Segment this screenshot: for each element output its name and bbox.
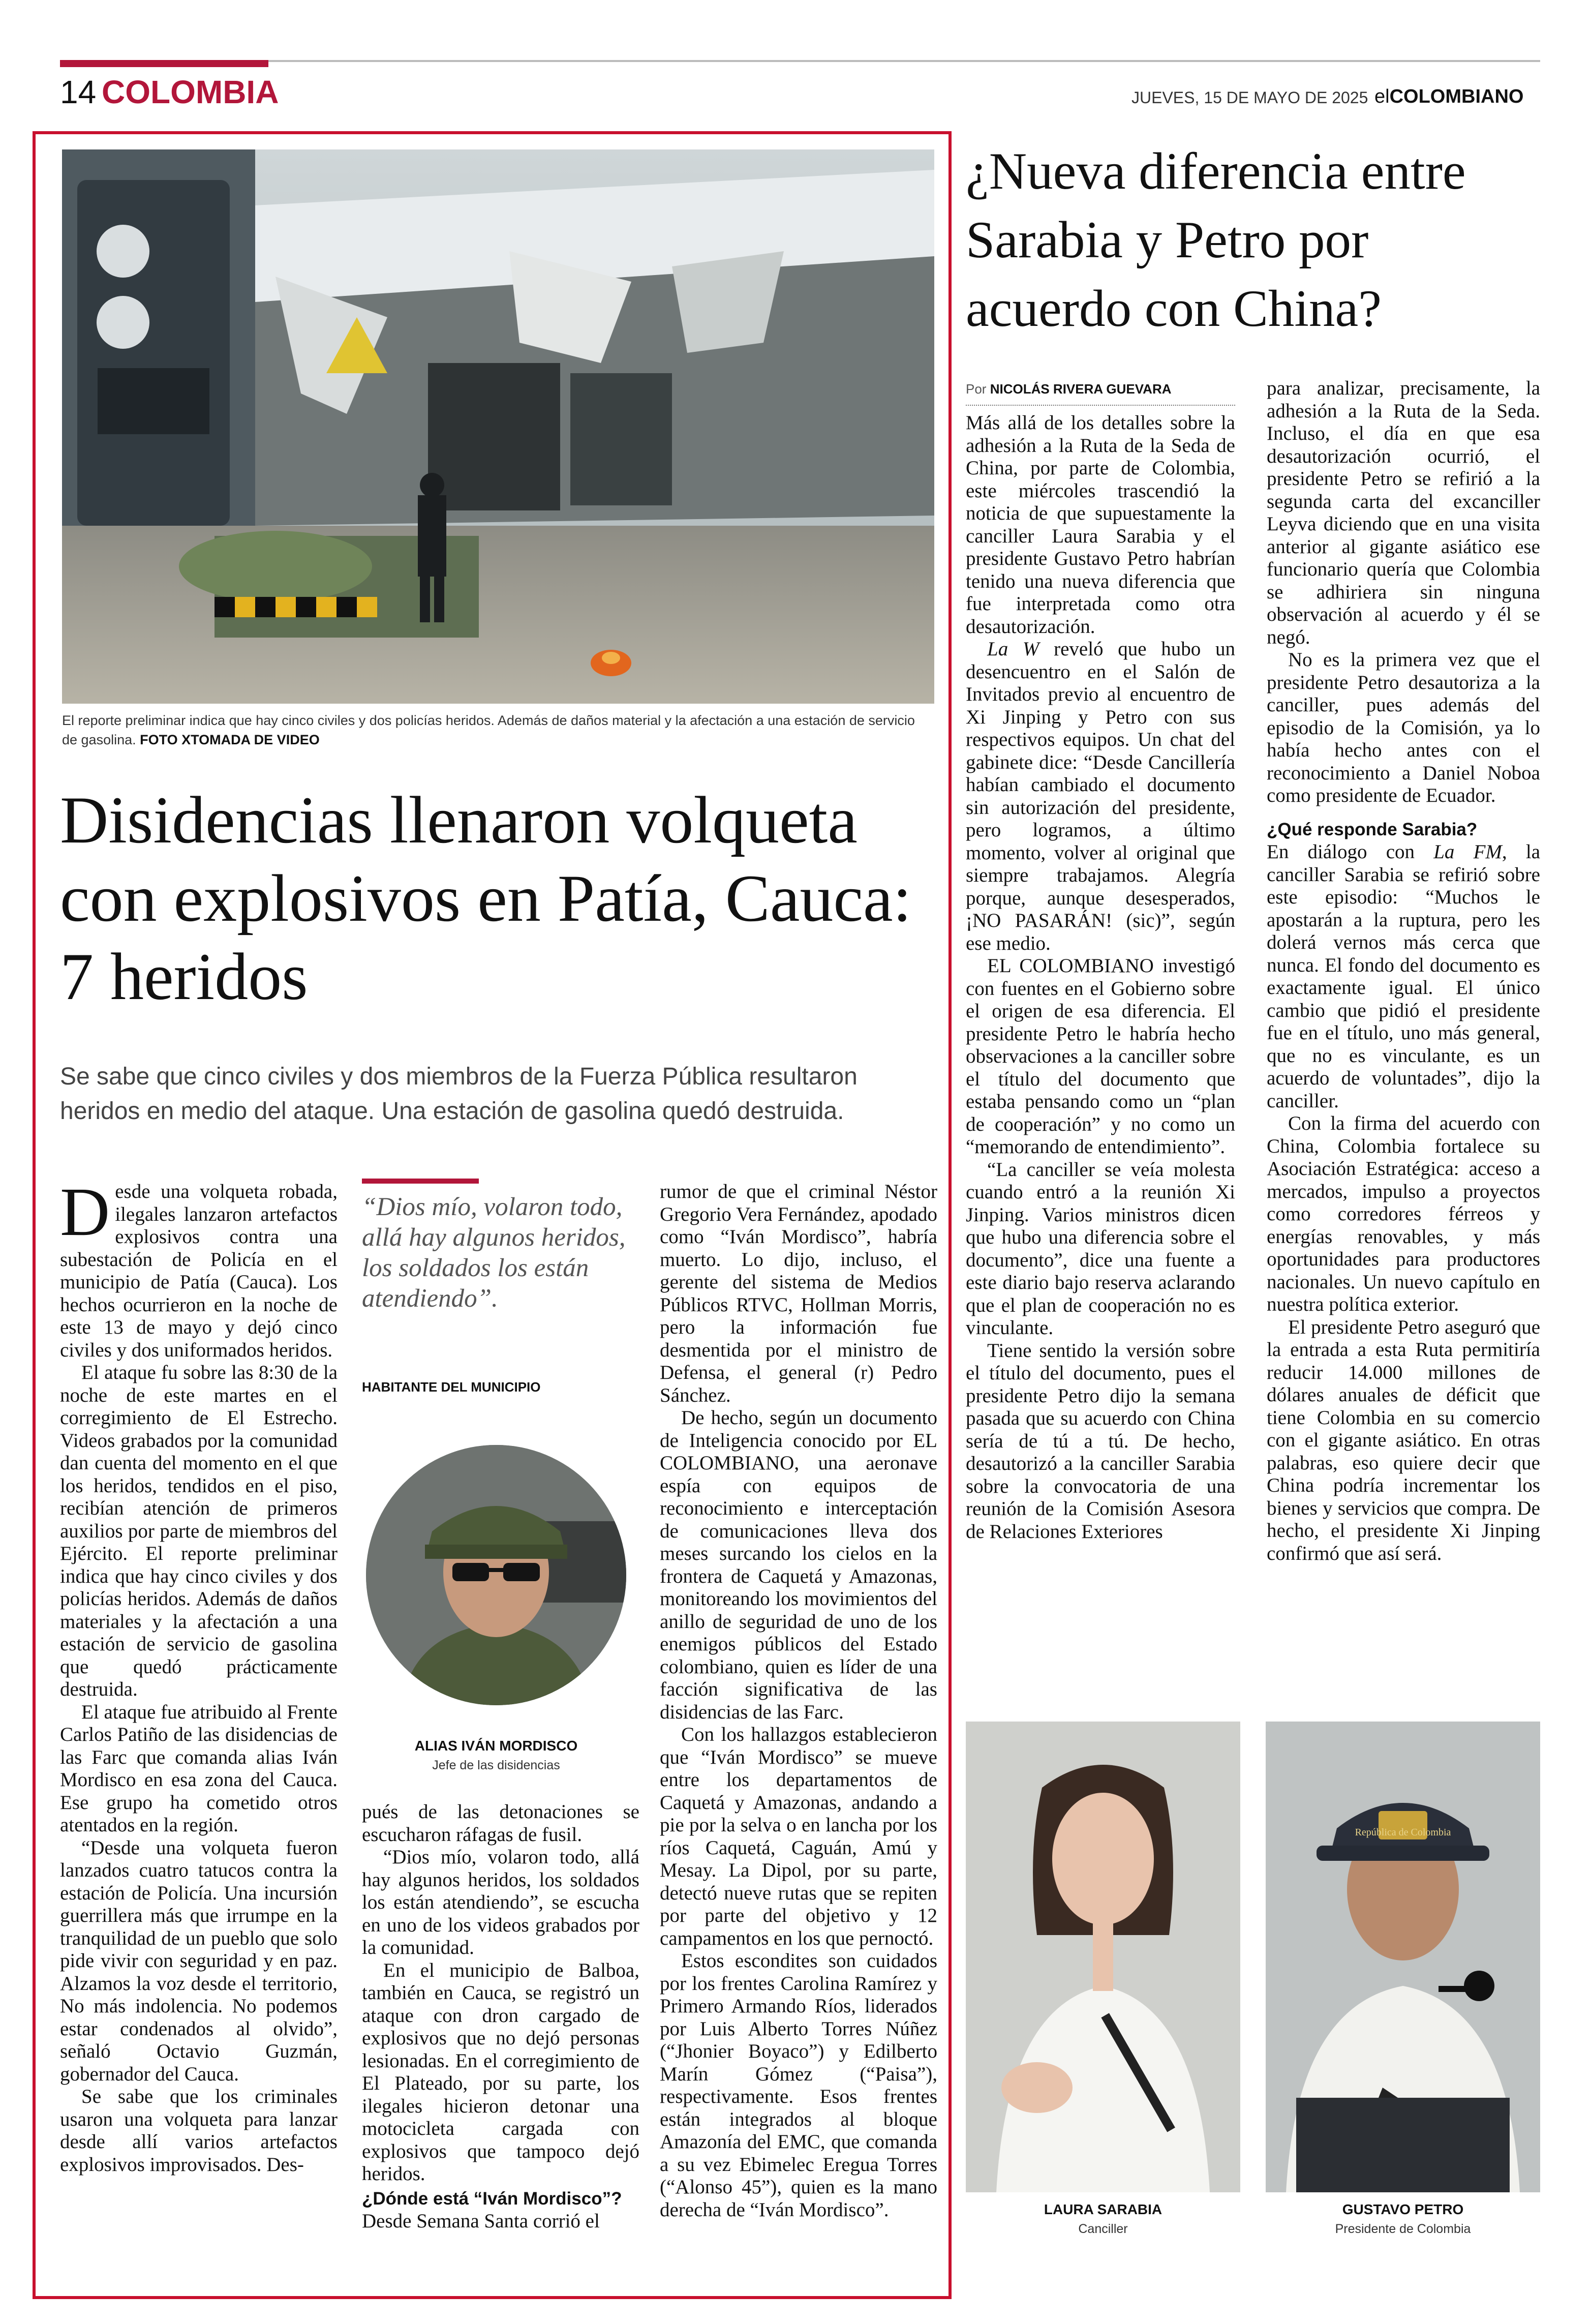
- col2-paragraph-2: “Dios mío, volaron todo, allá hay algunos heridos, los soldados los están atendiendo”, se escucha en uno de los videos grabados por la comunidad.: [362, 1846, 639, 1958]
- col2-subhead: ¿Dónde está “Iván Mordisco”?: [362, 2188, 622, 2209]
- page-number: 14: [60, 74, 97, 110]
- gustavo-petro-photo: [1266, 1722, 1540, 2192]
- byline: [966, 380, 1172, 398]
- side-col1-paragraph-4: “La canciller se veía molesta cuando entró a la reunión Xi Jinping. Varios ministros dicen que hubo una diferencia sobre el documento”, dice una fuente a este diario bajo reserva aclarando que el plan de cooperación no es vinculante.: [966, 1158, 1235, 1339]
- paragraph-1: Desde una volqueta robada, ilegales lanzaron artefactos explosivos contra una subestación de Policía en el municipio de Patía (Cauca). Los hechos ocurrieron en la noche de este 13 de mayo y dejó cinco civiles y dos uniformados heridos.: [60, 1174, 338, 1361]
- drop-cap: D: [60, 1174, 110, 1250]
- mordisco-portrait-illustration: [366, 1445, 626, 1705]
- col2-paragraph-1: pués de las detonaciones se escucharon ráfagas de fusil.: [362, 1801, 639, 1846]
- col3-paragraph-2: De hecho, según un documento de Inteligencia conocido por EL COLOMBIANO, una aeronave espía con equipos de reconocimiento e interceptación de comunicaciones lleva dos meses surcando los cielos en la frontera de Caquetá y Amazonas, monitoreando los movimientos del anillo de seguridad de uno de los enemigos públicos del Estado colombiano, quien es líder de una facción significativa de las disidencias de las Farc.: [660, 1407, 937, 1723]
- paragraph-4: “Desde una volqueta fueron lanzados cuatro tatucos contra la estación de Policía. Una incursión guerrillera más que irrumpe en la tranquilidad de un pueblo que solo pide vivir con seguridad y en paz. Alzamos la voz desde el territorio, No más indolencia. No podemos estar condenados al olvido”, señaló Octavio Guzmán, gobernador del Cauca.: [60, 1836, 338, 2085]
- main-deck: Se sabe que cinco civiles y dos miembros de la Fuerza Pública resultaron heridos en medio del ataque. Una estación de gasolina quedó destruida.: [60, 1063, 858, 1125]
- side-col1-paragraph-2: La W reveló que hubo un desencuentro en el Salón de Invitados previo al encuentro de Xi Jinping y Petro con sus respectivos equipos. Un chat del gabinete dice: “Desde Cancillería habían cambiado el documento sin autorización del presidente, pero logramos, a último momento, volver al original que siempre trabajamos. Alegría porque, aunque desesperados, ¡NO PASARÁN! (sic)”, según ese medio.: [966, 638, 1235, 954]
- paragraph-3: El ataque fue atribuido al Frente Carlos Patiño de las disidencias de las Farc que comanda alias Iván Mordisco en esa zona del Cauca. Ese grupo ha cometido otros atentados en la región.: [60, 1701, 338, 1836]
- side-col2-subhead: ¿Qué responde Sarabia?: [1267, 819, 1478, 839]
- byline-dotted-rule: [966, 405, 1235, 406]
- pull-quote-accent: [362, 1179, 479, 1184]
- photo-caption: [62, 711, 926, 749]
- explosion-scene-illustration: [62, 149, 934, 704]
- main-column-2: [362, 1801, 639, 2233]
- side-col2-paragraph-1: para analizar, precisamente, la adhesión a la Ruta de la Seda. Incluso, el día en que esa desautorización ocurrió, el presidente Petro se refirió a la segunda carta del excanciller Leyva diciendo que en una visita anterior al gigante asiático ese funcionario quería que Colombia se adhiriera sin ninguna observación al acuerdo y él se negó.: [1267, 377, 1540, 648]
- paragraph-5: Se sabe que los criminales usaron una volqueta para lanzar desde allí varios artefactos explosivos improvisados. Des-: [60, 2086, 338, 2176]
- photo-caption-text: El reporte preliminar indica que hay cinco civiles y dos policías heridos. Además de daños material y la afectación a una estación de servicio de gasolina.: [62, 713, 915, 747]
- logo-prefix: el: [1374, 86, 1390, 107]
- issue-date: JUEVES, 15 DE MAYO DE 2025: [1131, 88, 1368, 107]
- side-column-2: [1267, 377, 1540, 1565]
- side-col2-paragraph-4: Con la firma del acuerdo con China, Colombia fortalece su Asociación Estratégica: acceso a mercados, impulso a proyectos como corredores férreos y energías renovables, y más oportunidades para productores nacionales. Un nuevo capítulo en nuestra política exterior.: [1267, 1112, 1540, 1315]
- byline-prefix: Por: [966, 381, 987, 397]
- side-col1-paragraph-3: EL COLOMBIANO investigó con fuentes en el Gobierno sobre el origen de esa diferencia. El presidente Petro le habría hecho observaciones a la canciller sobre el título del documento que estaba pensando como un “plan de cooperación” y no como un “memorando de entendimiento”.: [966, 955, 1235, 1158]
- photo1-name: LAURA SARABIA: [1044, 2201, 1162, 2217]
- side-col1-paragraph-1: Más allá de los detalles sobre la adhesión a la Ruta de la Seda de China, por parte de Colombia, este miércoles trascendió la noticia de que supuestamente la canciller Laura Sarabia y el presidente Gustavo Petro habrían tenido una nueva diferencia que fue interpretada como otra desautorización.: [966, 412, 1235, 638]
- photo1-role: Canciller: [1078, 2222, 1128, 2236]
- photo2-name: GUSTAVO PETRO: [1342, 2201, 1464, 2217]
- media-name-la-w: La W: [987, 638, 1039, 660]
- pull-quote: “Dios mío, volaron todo, allá hay algunos heridos, los soldados los están atendiendo”.: [362, 1193, 626, 1313]
- laura-sarabia-photo: [966, 1722, 1240, 2192]
- newspaper-logo: [1374, 85, 1523, 108]
- photo-credit: XTOMADA DE VIDEO: [181, 732, 320, 747]
- cap-badge: República de Colombia: [1355, 1827, 1451, 1838]
- paragraph-2: El ataque fu sobre las 8:30 de la noche de este martes en el corregimiento de El Estrecho. Videos grabados por la comunidad dan cuenta del momento en el que los heridos, tendidos en el piso, recibían atención de primeros auxilios por parte de miembros del Ejército. El reporte preliminar indica que hay cinco civiles y dos policías heridos. Además de daños materiales y la afectación a una estación de servicio de gasolina que quedó prácticamente destruida.: [60, 1362, 338, 1700]
- main-headline: Disidencias llenaron volqueta con explosivos en Patía, Cauca: 7 heridos: [60, 782, 912, 1014]
- explosion-scene-photo: [62, 149, 934, 704]
- section-name: COLOMBIA: [102, 74, 279, 110]
- col3-paragraph-3: Con los hallazgos establecieron que “Iván Mordisco” se mueve entre los departamentos de Caquetá y Amazonas, andando a pie por la selva o en lancha por los ríos Caquetá, Caguán, Amú y Mesay. La Dipol, por su parte, detectó nueve rutas que se repiten por parte del objetivo y 12 campamentos en los que pernoctó.: [660, 1724, 937, 1949]
- side-col2-paragraph-5: El presidente Petro aseguró que la entrada a esta Ruta permitiría reducir 14.000 millones de dólares anuales de déficit que tiene Colombia en su comercio con el gigante asiático. En otras palabras, eso quiere decir que China podría incrementar los bienes y servicios que compra. De hecho, el presidente Xi Jinping confirmó que así será.: [1267, 1316, 1540, 1564]
- mordisco-portrait: [366, 1445, 626, 1705]
- photo2-role: Presidente de Colombia: [1335, 2222, 1471, 2236]
- logo-name: COLOMBIANO: [1389, 86, 1524, 107]
- col2-paragraph-3: En el municipio de Balboa, también en Cauca, se registró un ataque con dron cargado de explosivos que no dejó personas lesionadas. En el corregimiento de El Plateado, por su parte, los ilegales hicieron detonar una motocicleta cargada con explosivos que tampoco dejó heridos.: [362, 1959, 639, 2185]
- col3-paragraph-1: rumor de que el criminal Néstor Gregorio Vera Fernández, apodado como “Iván Mordisco”, habría muerto. Lo dijo, incluso, el gerente del sistema de Medios Públicos RTVC, Hollman Morris, pero la información fue desmentida por el ministro de Defensa, el general (r) Pedro Sánchez.: [660, 1181, 937, 1406]
- main-column-1: [60, 1174, 338, 2176]
- photo-credit-prefix: FOTO: [140, 732, 178, 747]
- pull-quote-source: HABITANTE DEL MUNICIPIO: [362, 1379, 541, 1395]
- side-col2-paragraph-2: No es la primera vez que el presidente Petro desautoriza a la canciller, pues además del episodio de la Comisión, ya lo había hecho antes con el reconocimiento a Daniel Noboa como presidente de Ecuador.: [1267, 649, 1540, 806]
- side-col2-paragraph-3: En diálogo con La FM, la canciller Sarabia se refirió sobre este episodio: “Muchos le apostarán a la ruptura, pero les dolerá vernos más cerca que nunca. El fondo del documento es exactamente igual. El único cambio que pidió el presidente fue en el título, uno más general, que no es vinculante, es un acuerdo de voluntades”, dijo la canciller.: [1267, 841, 1541, 1112]
- main-column-3: [660, 1181, 937, 2221]
- side-column-1: [966, 412, 1235, 1543]
- byline-name: NICOLÁS RIVERA GUEVARA: [990, 381, 1172, 397]
- portrait-role: Jefe de las disidencias: [432, 1758, 560, 1772]
- top-rule: [60, 60, 1540, 62]
- laura-sarabia-illustration: [966, 1722, 1240, 2192]
- side-headline: ¿Nueva diferencia entre Sarabia y Petro por acuerdo con China?: [966, 142, 1466, 338]
- side-col1-paragraph-5: Tiene sentido la versión sobre el título del documento, pues el presidente Petro dijo la semana pasada que su acuerdo con China sería de tú a tú. De hecho, desautorizó a la canciller Sarabia sobre la convocatoria de una reunión de la Comisión Asesora de Relaciones Exteriores: [966, 1339, 1235, 1543]
- section-accent-bar: [60, 60, 268, 67]
- col2-paragraph-4: Desde Semana Santa corrió el: [362, 2210, 600, 2232]
- gustavo-petro-illustration: [1266, 1722, 1540, 2192]
- portrait-name: ALIAS IVÁN MORDISCO: [414, 1738, 578, 1754]
- media-name-la-fm: La FM: [1433, 841, 1502, 863]
- col3-paragraph-4: Estos escondites son cuidados por los frentes Carolina Ramírez y Primero Armando Ríos, liderados por Luis Alberto Torres Núñez (“Jhonier Boyaco”) y Edilberto Marín Gómez (“Paisa”), respectivamente. Esos frentes están integrados al bloque Amazonía del EMC, que comanda a su vez Ebimelec Eregua Torres (“Alonso 45”), quien es la mano derecha de “Iván Mordisco”.: [660, 1950, 937, 2221]
